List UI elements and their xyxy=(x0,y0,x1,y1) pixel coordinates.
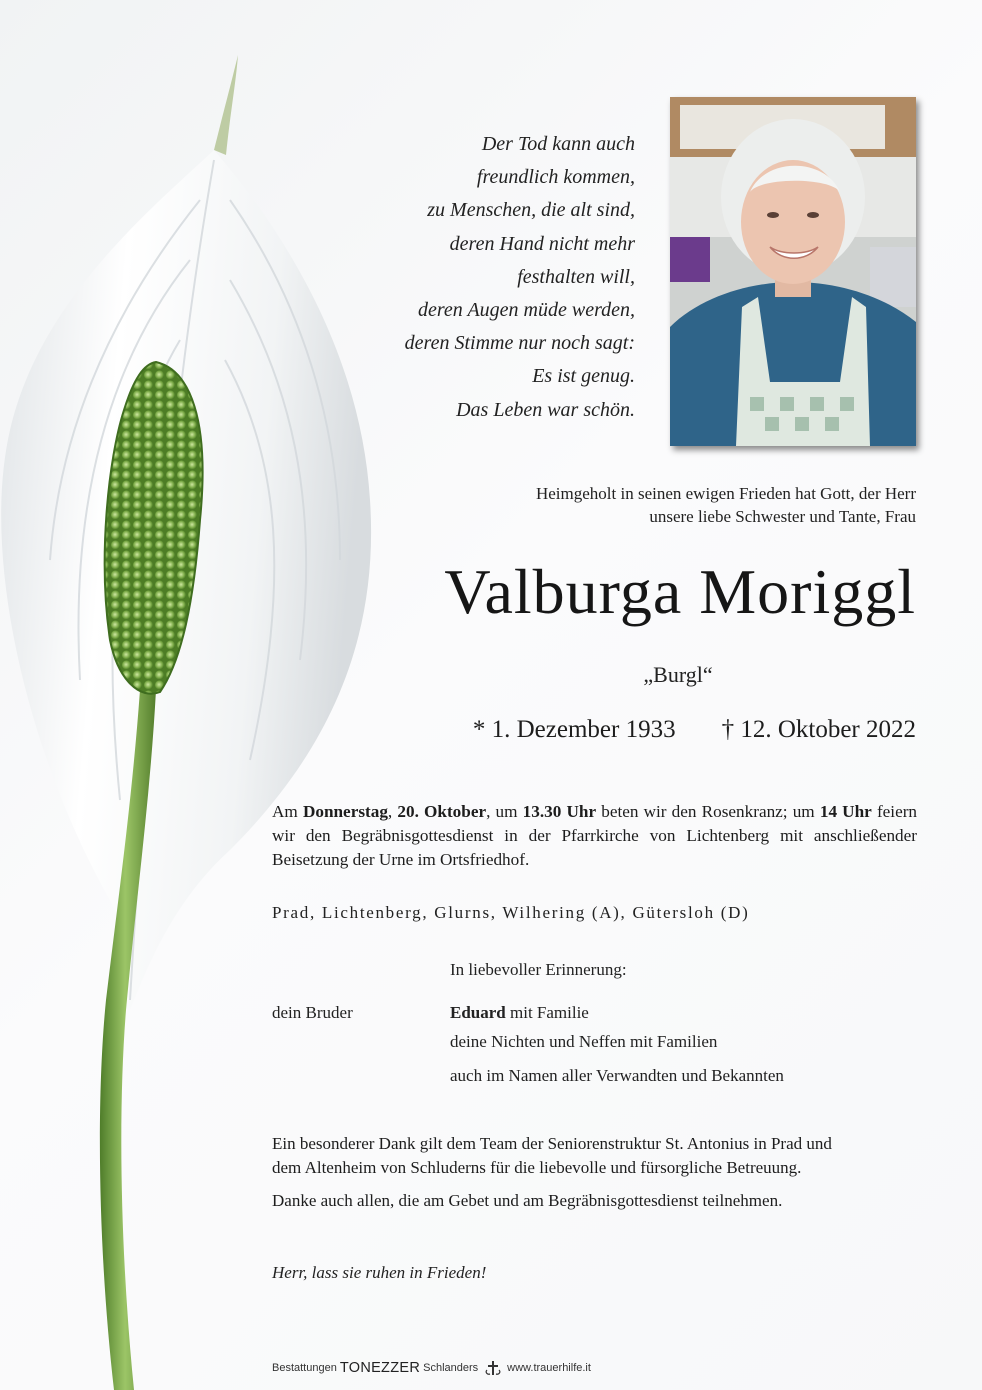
mourner-line: auch im Namen aller Verwandten und Bekannten xyxy=(450,1066,784,1085)
rosary-time: 13.30 Uhr xyxy=(522,802,597,821)
life-dates xyxy=(420,713,916,747)
places: Prad, Lichtenberg, Glurns, Wilhering (A), Gütersloh (D) xyxy=(272,903,750,922)
funeral-date: 20. Oktober xyxy=(397,802,487,821)
footer-brand: TONEZZER xyxy=(339,1360,421,1376)
poem-line: deren Augen müde werden, xyxy=(418,299,635,322)
poem-line: Das Leben war schön. xyxy=(456,398,635,421)
footer-suffix: Schlanders xyxy=(423,1362,479,1374)
closing-prayer: Herr, lass sie ruhen in Frieden! xyxy=(272,1263,487,1282)
funeral-day: Donnerstag xyxy=(302,802,388,821)
brother-label: dein Bruder xyxy=(272,1003,353,1022)
deceased-nickname: „Burgl“ xyxy=(643,662,713,687)
funeral-text: , xyxy=(387,802,398,821)
poem-line: zu Menschen, die alt sind, xyxy=(427,199,635,222)
poem xyxy=(330,128,635,427)
poem-line: deren Stimme nur noch sagt: xyxy=(404,332,635,355)
footer xyxy=(272,1359,591,1377)
funeral-text: , um xyxy=(486,802,523,821)
deceased-name: Valburga Moriggl xyxy=(444,556,916,627)
mourner-line xyxy=(450,1001,784,1025)
death-date: † 12. Oktober 2022 xyxy=(721,716,916,743)
mourner-line: deine Nichten und Neffen mit Familien xyxy=(450,1032,718,1051)
poem-line: freundlich kommen, xyxy=(476,166,635,189)
intro-text xyxy=(420,482,916,528)
thanks-line: dem Altenheim von Schluderns für die liebevolle und fürsorgliche Betreuung. xyxy=(272,1158,802,1177)
intro-line: unsere liebe Schwester und Tante, Frau xyxy=(649,507,916,526)
trauerhilfe-logo-icon xyxy=(484,1359,502,1377)
memory-heading: In liebevoller Erinnerung: xyxy=(450,960,627,979)
poem-line: deren Hand nicht mehr xyxy=(449,232,635,255)
poem-line: festhalten will, xyxy=(517,265,635,288)
brother-name: Eduard xyxy=(450,1003,506,1022)
poem-line: Der Tod kann auch xyxy=(481,133,635,155)
thanks-text xyxy=(272,1132,922,1213)
funeral-text: feiern wir den Begräbnisgottesdienst in der Pfarrkirche von Lichtenberg mit anschließender Beisetzung der Urne im Ortsfriedhof. xyxy=(272,802,918,869)
funeral-details xyxy=(272,800,917,872)
poem-line: Es ist genug. xyxy=(532,365,635,388)
thanks-line: Ein besonderer Dank gilt dem Team der Seniorenstruktur St. Antonius in Prad und xyxy=(272,1134,832,1153)
brother-suffix: mit Familie xyxy=(505,1003,589,1022)
portrait-photo xyxy=(670,97,916,446)
intro-line: Heimgeholt in seinen ewigen Frieden hat Gott, der Herr xyxy=(535,484,916,503)
footer-website[interactable]: www.trauerhilfe.it xyxy=(507,1362,591,1374)
mourners-list xyxy=(450,1001,784,1088)
thanks-line: Danke auch allen, die am Gebet und am Begräbnisgottesdienst teilnehmen. xyxy=(272,1191,783,1210)
footer-prefix: Bestattungen xyxy=(272,1362,337,1374)
funeral-text: beten wir den Rosenkranz; um xyxy=(596,802,820,821)
service-time: 14 Uhr xyxy=(819,802,872,821)
birth-date: * 1. Dezember 1933 xyxy=(472,716,676,743)
funeral-text: Am xyxy=(272,802,303,821)
